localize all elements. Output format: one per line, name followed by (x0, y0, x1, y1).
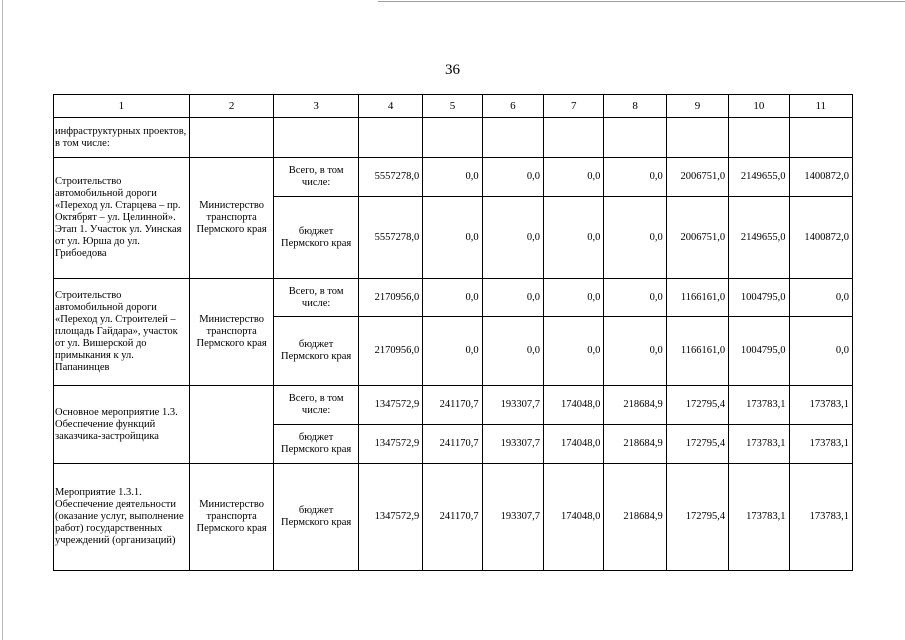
value-cell: 173783,1 (789, 425, 853, 464)
value-cell: 0,0 (423, 158, 482, 197)
value-cell: 173783,1 (729, 386, 789, 425)
header-cell: 4 (358, 95, 422, 118)
value-cell: 172795,4 (666, 464, 728, 571)
value-cell: 5557278,0 (358, 197, 422, 279)
empty-cell (604, 118, 666, 158)
source-cell: бюджет Пермского края (274, 464, 359, 571)
header-cell: 11 (789, 95, 853, 118)
activity-name-cell: Мероприятие 1.3.1. Обеспечение деятельности (оказание услуг, выполнение работ) государственных учреждений (организаций) (54, 464, 190, 571)
project-name-cell: Строительство автомобильной дороги «Переход ул. Старцева – пр. Октябрят – ул. Целинной». Этап 1. Участок ул. Уинская от ул. Юрша до ул. Грибоедова (54, 158, 190, 279)
value-cell: 0,0 (789, 317, 853, 386)
value-cell: 0,0 (604, 158, 666, 197)
value-cell: 0,0 (423, 317, 482, 386)
value-cell: 1347572,9 (358, 386, 422, 425)
intro-name-cell: инфраструктурных проектов, в том числе: (54, 118, 190, 158)
value-cell: 5557278,0 (358, 158, 422, 197)
executor-cell (189, 386, 274, 464)
header-row (54, 95, 853, 118)
table-row (54, 386, 853, 425)
value-cell: 2006751,0 (666, 197, 728, 279)
header-cell: 6 (482, 95, 543, 118)
main-activity-name-cell: Основное мероприятие 1.3. Обеспечение функций заказчика-застройщика (54, 386, 190, 464)
header-cell: 8 (604, 95, 666, 118)
value-cell: 174048,0 (544, 464, 604, 571)
table-row (54, 464, 853, 571)
value-cell: 2006751,0 (666, 158, 728, 197)
value-cell: 173783,1 (789, 386, 853, 425)
value-cell: 0,0 (604, 279, 666, 317)
value-cell: 173783,1 (789, 464, 853, 571)
table-row (54, 158, 853, 197)
value-cell: 0,0 (423, 197, 482, 279)
value-cell: 0,0 (423, 279, 482, 317)
value-cell: 0,0 (544, 158, 604, 197)
value-cell: 0,0 (482, 158, 543, 197)
value-cell: 1166161,0 (666, 317, 728, 386)
header-cell: 1 (54, 95, 190, 118)
value-cell: 0,0 (544, 279, 604, 317)
value-cell: 173783,1 (729, 425, 789, 464)
empty-cell (544, 118, 604, 158)
budget-table (53, 94, 853, 571)
value-cell: 193307,7 (482, 425, 543, 464)
empty-cell (729, 118, 789, 158)
value-cell: 1347572,9 (358, 464, 422, 571)
value-cell: 0,0 (482, 279, 543, 317)
value-cell: 193307,7 (482, 386, 543, 425)
empty-cell (274, 118, 359, 158)
value-cell: 241170,7 (423, 425, 482, 464)
table-row (54, 279, 853, 317)
header-cell: 5 (423, 95, 482, 118)
value-cell: 0,0 (544, 317, 604, 386)
empty-cell (482, 118, 543, 158)
empty-cell (189, 118, 274, 158)
value-cell: 2149655,0 (729, 158, 789, 197)
empty-cell (423, 118, 482, 158)
empty-cell (666, 118, 728, 158)
table-row (54, 118, 853, 158)
page-number: 36 (445, 62, 460, 78)
header-cell: 10 (729, 95, 789, 118)
source-cell: Всего, в том числе: (274, 279, 359, 317)
page-edge-top (378, 1, 905, 2)
header-cell: 3 (274, 95, 359, 118)
value-cell: 1400872,0 (789, 158, 853, 197)
value-cell: 174048,0 (544, 425, 604, 464)
value-cell: 2170956,0 (358, 279, 422, 317)
value-cell: 172795,4 (666, 386, 728, 425)
value-cell: 1347572,9 (358, 425, 422, 464)
empty-cell (789, 118, 853, 158)
value-cell: 173783,1 (729, 464, 789, 571)
source-cell: бюджет Пермского края (274, 197, 359, 279)
value-cell: 0,0 (604, 317, 666, 386)
value-cell: 0,0 (789, 279, 853, 317)
value-cell: 2149655,0 (729, 197, 789, 279)
value-cell: 218684,9 (604, 464, 666, 571)
value-cell: 0,0 (482, 317, 543, 386)
page-edge-left (2, 0, 3, 640)
executor-cell: Министерство транспорта Пермского края (189, 279, 274, 386)
value-cell: 1004795,0 (729, 317, 789, 386)
executor-cell: Министерство транспорта Пермского края (189, 464, 274, 571)
source-cell: бюджет Пермского края (274, 425, 359, 464)
value-cell: 218684,9 (604, 386, 666, 425)
value-cell: 0,0 (544, 197, 604, 279)
value-cell: 241170,7 (423, 386, 482, 425)
value-cell: 172795,4 (666, 425, 728, 464)
project-name-cell: Строительство автомобильной дороги «Переход ул. Строителей – площадь Гайдара», участок от ул. Вишерской до примыкания к ул. Папанинцев (54, 279, 190, 386)
value-cell: 241170,7 (423, 464, 482, 571)
value-cell: 0,0 (604, 197, 666, 279)
value-cell: 1166161,0 (666, 279, 728, 317)
value-cell: 174048,0 (544, 386, 604, 425)
empty-cell (358, 118, 422, 158)
header-cell: 9 (666, 95, 728, 118)
value-cell: 0,0 (482, 197, 543, 279)
header-cell: 7 (544, 95, 604, 118)
value-cell: 218684,9 (604, 425, 666, 464)
source-cell: бюджет Пермского края (274, 317, 359, 386)
value-cell: 1400872,0 (789, 197, 853, 279)
value-cell: 1004795,0 (729, 279, 789, 317)
source-cell: Всего, в том числе: (274, 158, 359, 197)
value-cell: 2170956,0 (358, 317, 422, 386)
value-cell: 193307,7 (482, 464, 543, 571)
source-cell: Всего, в том числе: (274, 386, 359, 425)
executor-cell: Министерство транспорта Пермского края (189, 158, 274, 279)
header-cell: 2 (189, 95, 274, 118)
